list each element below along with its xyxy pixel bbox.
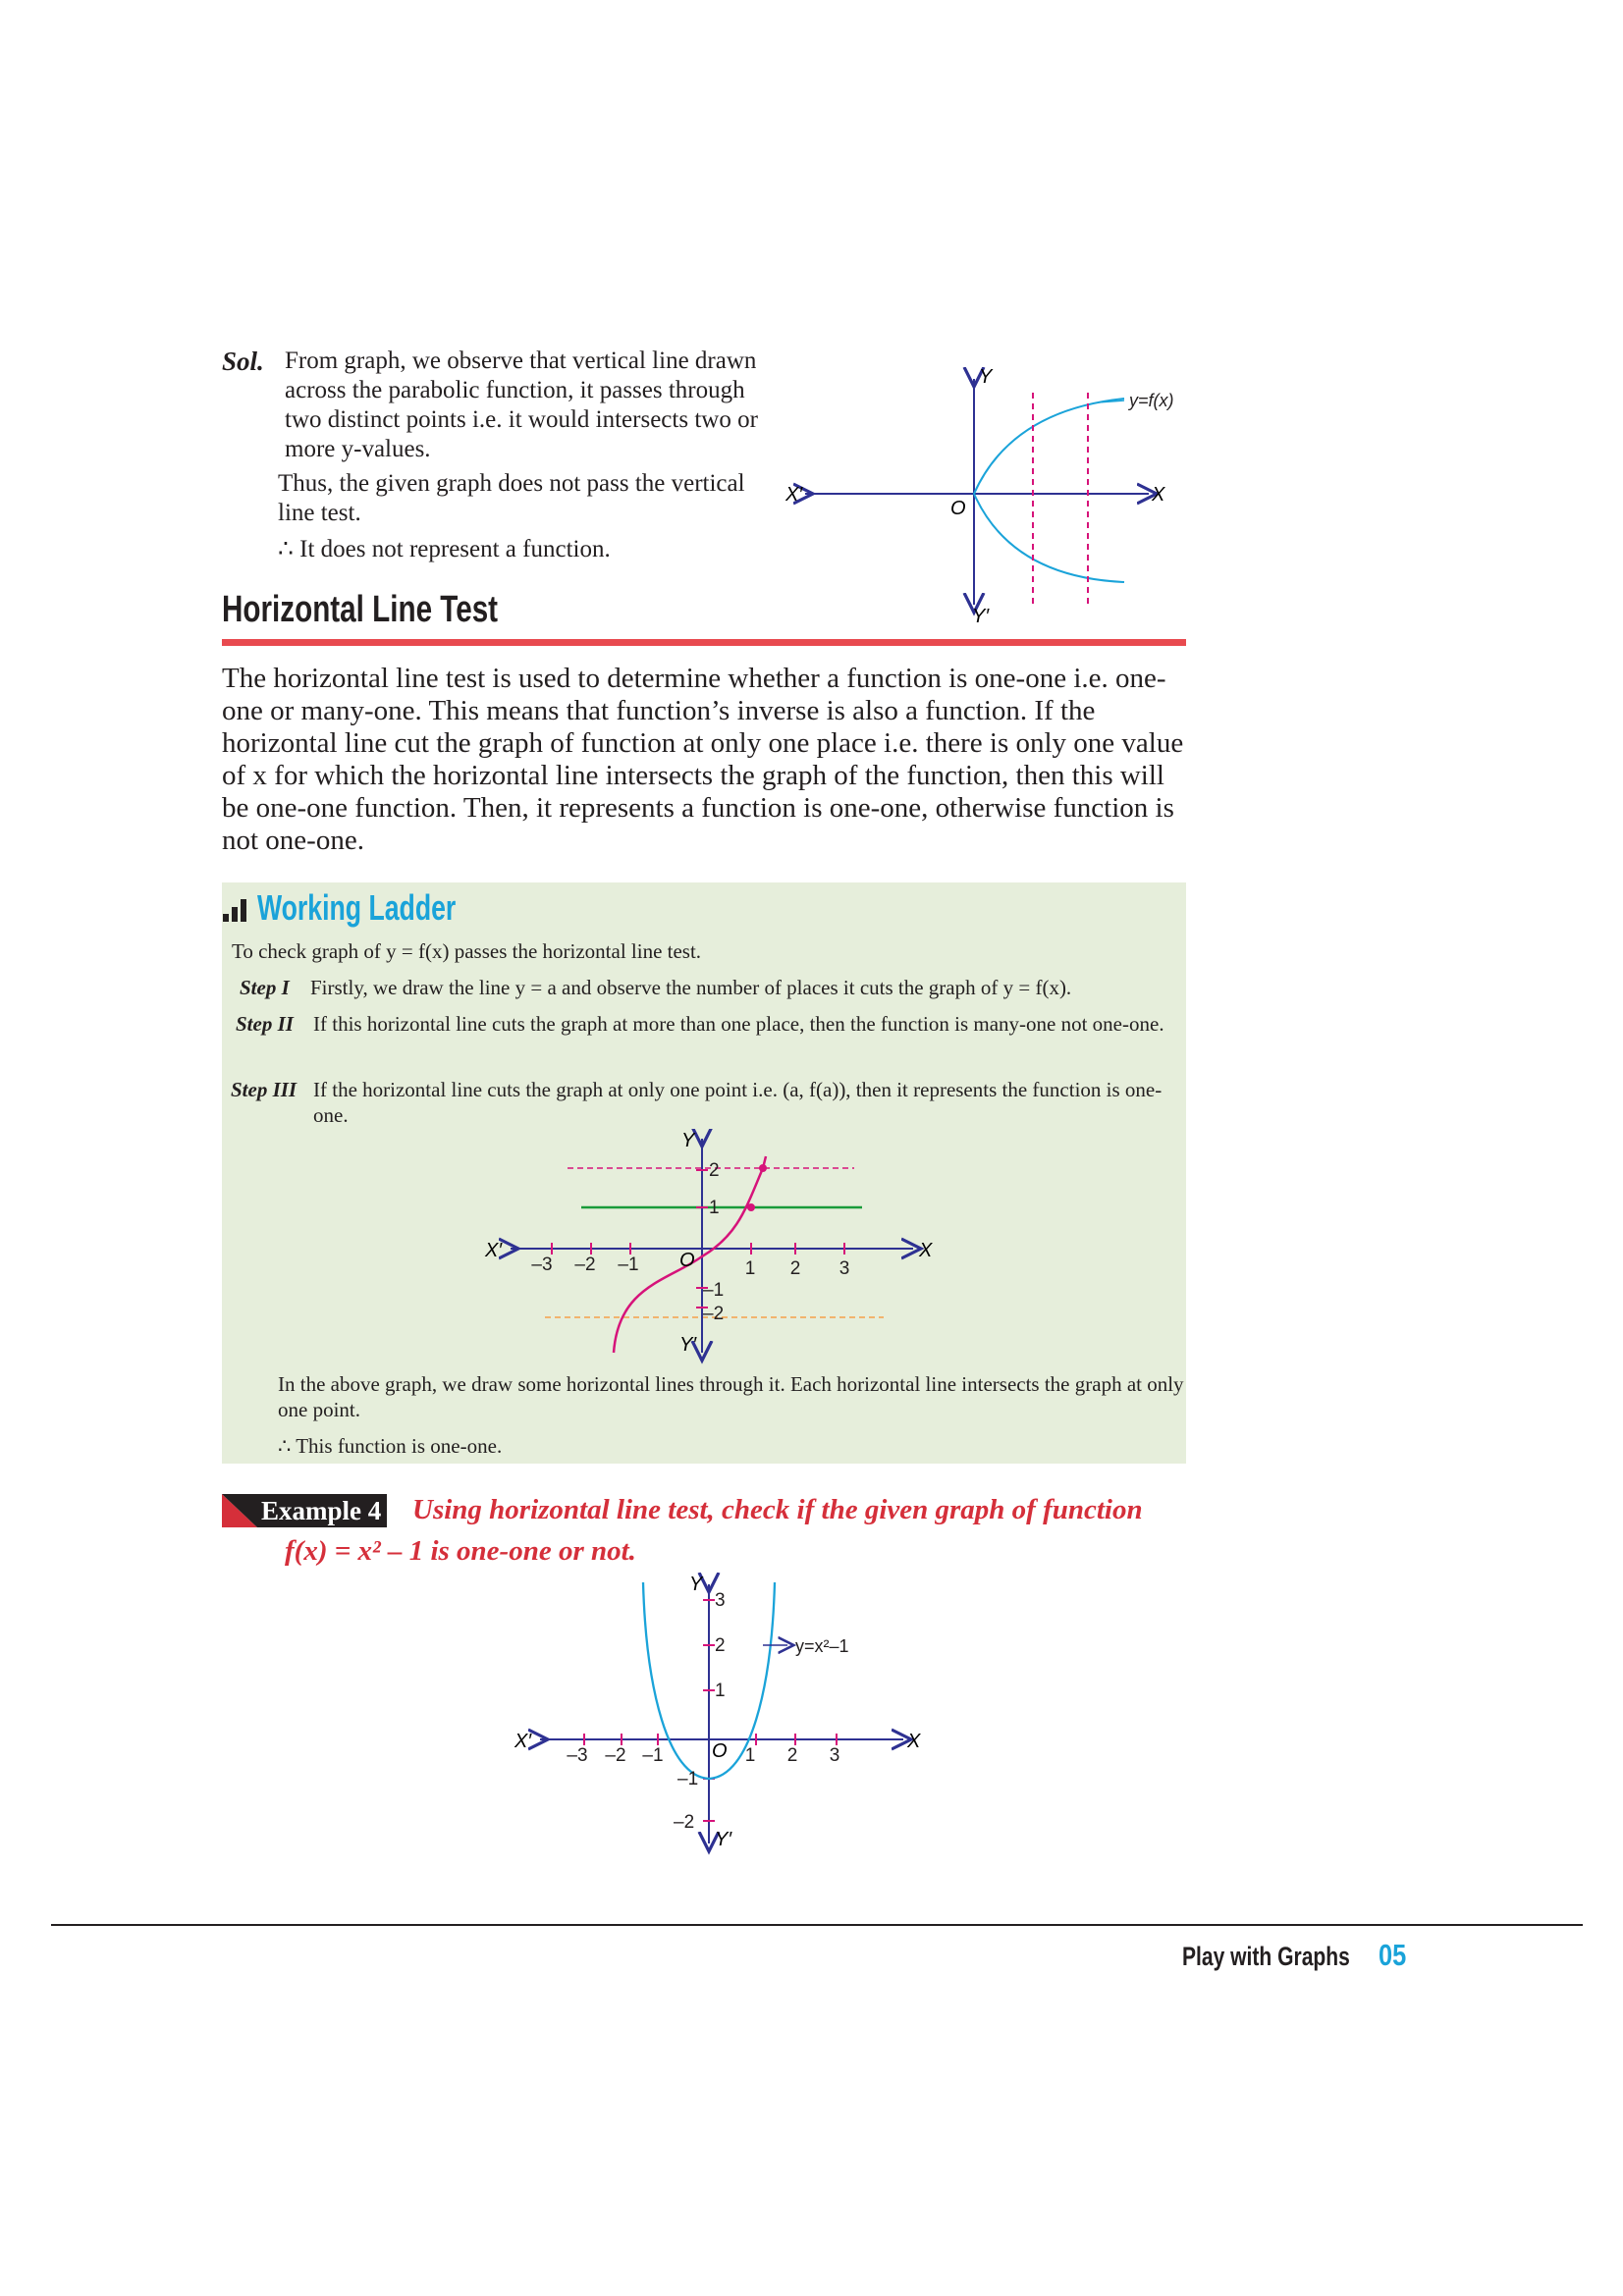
section-intro: The horizontal line test is used to determine whether a function is one-one i.e. one-one or many-one. This means that function’s inverse is also a function. If the horizontal line cut the graph of function at only one place i.e. there is only one value of x for which the horizontal line intersects the graph of the function, then this will be one-one function. Then, it represents a function is one-one, otherwise function is not one-one.	[222, 663, 1184, 856]
title-rule	[222, 639, 1186, 646]
ladder-conclusion: ∴ This function is one-one.	[278, 1434, 503, 1458]
x-label: X	[1152, 484, 1165, 506]
y-tick-label: –2	[674, 1812, 695, 1833]
x-neg-label: X′	[514, 1731, 532, 1752]
y-label: Y	[979, 366, 993, 388]
x-neg-label: X′	[785, 484, 803, 506]
solution-thus: Thus, the given graph does not pass the vertical line test.	[278, 470, 745, 526]
example-text-line1: Using horizontal line test, check if the given graph of function	[412, 1494, 1143, 1525]
y-label: Y	[681, 1130, 695, 1151]
step-label: Step III	[231, 1078, 298, 1101]
origin-label: O	[950, 498, 966, 519]
bar-chart-icon	[223, 897, 252, 923]
footer-rule	[51, 1924, 1583, 1926]
example-corner-icon	[222, 1494, 257, 1527]
x-tick-label: 2	[789, 1258, 801, 1279]
x-tick-label: –1	[618, 1255, 639, 1275]
footer-title: Play with Graphs	[1182, 1942, 1350, 1971]
parabola-graph	[785, 361, 1198, 626]
ladder-title: Working Ladder	[257, 887, 457, 928]
ladder-step	[231, 1077, 1183, 1128]
ladder-intro: To check graph of y = f(x) passes the horizontal line test.	[232, 939, 702, 963]
ladder-step	[240, 975, 1192, 1000]
step-text: If the horizontal line cuts the graph at only one point i.e. (a, f(a)), then it represents the function is one-one.	[313, 1078, 1163, 1127]
y-neg-label: Y′	[715, 1829, 732, 1850]
step-text: Firstly, we draw the line y = a and observe the number of places it cuts the graph of y = f(x).	[310, 976, 1072, 999]
y-tick-label: 1	[715, 1681, 726, 1701]
y-tick-label: 3	[715, 1590, 726, 1611]
page-number: 05	[1379, 1938, 1407, 1972]
y-neg-label: Y′	[972, 606, 990, 626]
parabola-curve	[974, 399, 1124, 582]
x-tick-label: –3	[531, 1255, 553, 1275]
step-label: Step II	[236, 1012, 294, 1036]
y-tick-label: –2	[703, 1304, 725, 1324]
step-text: If this horizontal line cuts the graph at more than one place, then the function is many-one not one-one.	[313, 1012, 1164, 1036]
one-one-graph	[481, 1129, 943, 1364]
x-tick-label: 2	[786, 1745, 798, 1766]
origin-label: O	[712, 1740, 728, 1762]
x-tick-label: 1	[744, 1745, 756, 1766]
example-badge	[222, 1494, 387, 1527]
y-tick-label: –1	[703, 1280, 725, 1301]
step-label: Step I	[240, 976, 290, 999]
y-label: Y	[689, 1574, 703, 1595]
x-neg-label: X′	[485, 1240, 503, 1261]
y-tick-label: –1	[677, 1769, 699, 1789]
x-tick-label: 3	[829, 1745, 840, 1766]
origin-label: O	[679, 1250, 695, 1271]
solution-label: Sol.	[222, 347, 264, 376]
x-tick-label: –2	[605, 1745, 626, 1766]
x-tick-label: 3	[839, 1258, 850, 1279]
x-label: X	[907, 1731, 921, 1752]
y-tick-label: 2	[709, 1160, 720, 1181]
curve-label: y=x²–1	[795, 1636, 849, 1656]
y-tick-label: 2	[715, 1635, 726, 1656]
x-tick-label: –1	[642, 1745, 664, 1766]
solution-conclusion: ∴ It does not represent a function.	[278, 536, 611, 562]
y-tick-label: 1	[709, 1198, 720, 1218]
ladder-step	[236, 1011, 1188, 1037]
x-tick-label: –2	[574, 1255, 596, 1275]
x-tick-label: 1	[744, 1258, 756, 1279]
y-neg-label: Y′	[679, 1334, 697, 1356]
solution-paragraph: From graph, we observe that vertical line drawn across the parabolic function, it passes through two distinct points i.e. it would intersects two or more y-values.	[285, 347, 758, 462]
quadratic-graph	[511, 1571, 923, 1855]
section-title: Horizontal Line Test	[222, 589, 499, 630]
example-label: Example 4	[257, 1494, 387, 1527]
example-text-line2: f(x) = x² – 1 is one-one or not.	[285, 1535, 636, 1567]
ladder-after-text: In the above graph, we draw some horizontal lines through it. Each horizontal line intersects the graph at only one point.	[278, 1372, 1184, 1421]
curve-label: y=f(x)	[1129, 391, 1174, 410]
x-label: X	[919, 1240, 933, 1261]
x-tick-label: –3	[567, 1745, 588, 1766]
